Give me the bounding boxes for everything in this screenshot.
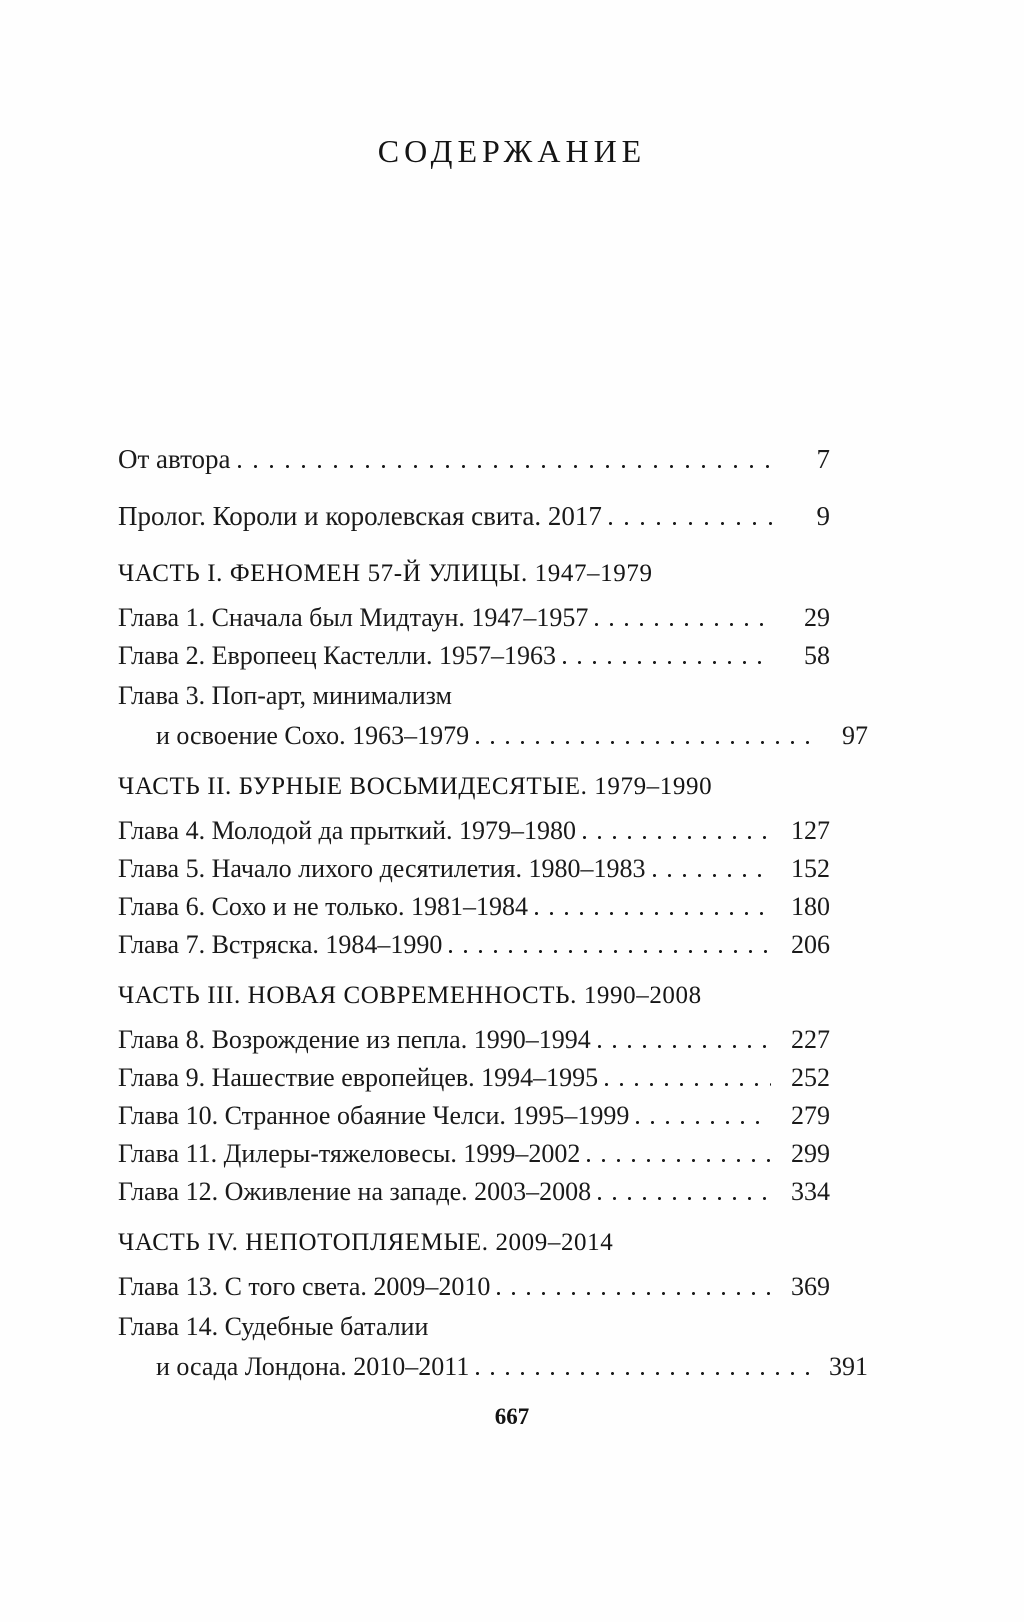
toc-entry-page: 9 <box>816 501 830 531</box>
toc-entry-title: Глава 6. Сохо и не только. 1981–1984 <box>118 892 528 921</box>
toc-entry-chapter[interactable] <box>118 681 868 750</box>
toc-entry-continuation <box>118 1354 868 1380</box>
toc-part-heading: ЧАСТЬ I. ФЕНОМЕН 57-Й УЛИЦЫ. 1947–1979 <box>118 560 653 587</box>
toc-entry-page: 206 <box>791 930 830 959</box>
leader-dots <box>476 1354 809 1380</box>
toc-entry-front[interactable] <box>118 446 830 473</box>
toc-entry-page: 334 <box>791 1177 830 1206</box>
toc-entry-continuation <box>118 723 868 749</box>
toc-entry-title: Глава 2. Европеец Кастелли. 1957–1963 <box>118 641 556 670</box>
toc-entry-chapter[interactable] <box>118 643 830 669</box>
leader-dots <box>563 643 771 669</box>
leader-dots <box>598 1179 771 1205</box>
toc-entry-title: Глава 12. Оживление на западе. 2003–2008 <box>118 1177 592 1206</box>
toc-part-group <box>118 982 830 1205</box>
toc-entry-title-cont: и освоение Сохо. 1963–1979 <box>156 721 470 750</box>
toc-entry-title: Глава 1. Сначала был Мидтаун. 1947–1957 <box>118 603 589 632</box>
toc-entry-chapter[interactable] <box>118 856 830 882</box>
toc-entry-title: Глава 7. Встряска. 1984–1990 <box>118 930 443 959</box>
toc-entry-title: Глава 14. Судебные баталии <box>118 1312 429 1341</box>
toc-entry-chapter[interactable] <box>118 1312 868 1381</box>
toc-entry-page: 391 <box>829 1352 868 1381</box>
toc-entry-title: Пролог. Короли и королевская свита. 2017 <box>118 501 602 531</box>
toc-entry-chapter[interactable] <box>118 1103 830 1129</box>
leader-dots <box>595 605 771 631</box>
page-title: СОДЕРЖАНИЕ <box>377 133 647 169</box>
toc-entry-page: 252 <box>791 1063 830 1092</box>
toc-entry-title: Глава 3. Поп-арт, минимализм <box>118 681 453 710</box>
toc-entry-chapter[interactable] <box>118 1065 830 1091</box>
toc-entry-chapter[interactable] <box>118 932 830 958</box>
toc-entry-front[interactable] <box>118 503 830 530</box>
toc-entry-page: 97 <box>842 721 868 750</box>
leader-dots <box>609 503 777 530</box>
leader-dots <box>583 818 771 844</box>
toc-entry-title: Глава 10. Странное обаяние Челси. 1995–1999 <box>118 1101 630 1130</box>
toc-entry-title: Глава 13. С того света. 2009–2010 <box>118 1272 491 1301</box>
leader-dots <box>587 1141 771 1167</box>
toc-part-heading: ЧАСТЬ II. БУРНЫЕ ВОСЬМИДЕСЯТЫЕ. 1979–1990 <box>118 773 713 800</box>
toc-entry-title-cont: и осада Лондона. 2010–2011 <box>156 1352 470 1381</box>
toc-entry-page: 299 <box>791 1139 830 1168</box>
leader-dots <box>449 932 771 958</box>
toc-entry-title: Глава 8. Возрождение из пепла. 1990–1994 <box>118 1025 591 1054</box>
leader-dots <box>605 1065 771 1091</box>
toc-entry-page: 279 <box>791 1101 830 1130</box>
toc-list <box>118 444 868 1392</box>
toc-entry-chapter[interactable] <box>118 605 830 631</box>
leader-dots <box>535 894 771 920</box>
toc-entry-page: 7 <box>816 444 830 474</box>
toc-part-group <box>118 560 868 750</box>
toc-entry-chapter[interactable] <box>118 1179 830 1205</box>
leader-dots <box>598 1027 771 1053</box>
toc-entry-chapter[interactable] <box>118 894 830 920</box>
toc-part-heading: ЧАСТЬ III. НОВАЯ СОВРЕМЕННОСТЬ. 1990–2008 <box>118 982 702 1009</box>
toc-entry-chapter[interactable] <box>118 1141 830 1167</box>
toc-entry-chapter[interactable] <box>118 1274 830 1300</box>
toc-entry-page: 180 <box>791 892 830 921</box>
leader-dots <box>653 856 771 882</box>
toc-entry-title: От автора <box>118 444 231 474</box>
leader-dots <box>238 446 777 473</box>
toc-entry-title: Глава 11. Дилеры-тяжеловесы. 1999–2002 <box>118 1139 581 1168</box>
toc-entry-page: 227 <box>791 1025 830 1054</box>
toc-entry-chapter[interactable] <box>118 1027 830 1053</box>
leader-dots <box>497 1274 771 1300</box>
toc-part-group <box>118 773 830 958</box>
toc-entry-page: 369 <box>791 1272 830 1301</box>
page-folio-number: 667 <box>494 1404 530 1429</box>
leader-dots <box>636 1103 771 1129</box>
toc-entry-page: 29 <box>804 603 830 632</box>
leader-dots <box>476 723 809 749</box>
toc-part-group <box>118 1229 868 1381</box>
toc-entry-title: Глава 4. Молодой да прыткий. 1979–1980 <box>118 816 577 845</box>
toc-entry-page: 127 <box>791 816 830 845</box>
toc-entry-chapter[interactable] <box>118 818 830 844</box>
toc-part-heading: ЧАСТЬ IV. НЕПОТОПЛЯЕМЫЕ. 2009–2014 <box>118 1229 614 1256</box>
toc-entry-title: Глава 9. Нашествие европейцев. 1994–1995 <box>118 1063 599 1092</box>
toc-entry-title: Глава 5. Начало лихого десятилетия. 1980–1983 <box>118 854 646 883</box>
toc-entry-page: 152 <box>791 854 830 883</box>
toc-entry-page: 58 <box>804 641 830 670</box>
